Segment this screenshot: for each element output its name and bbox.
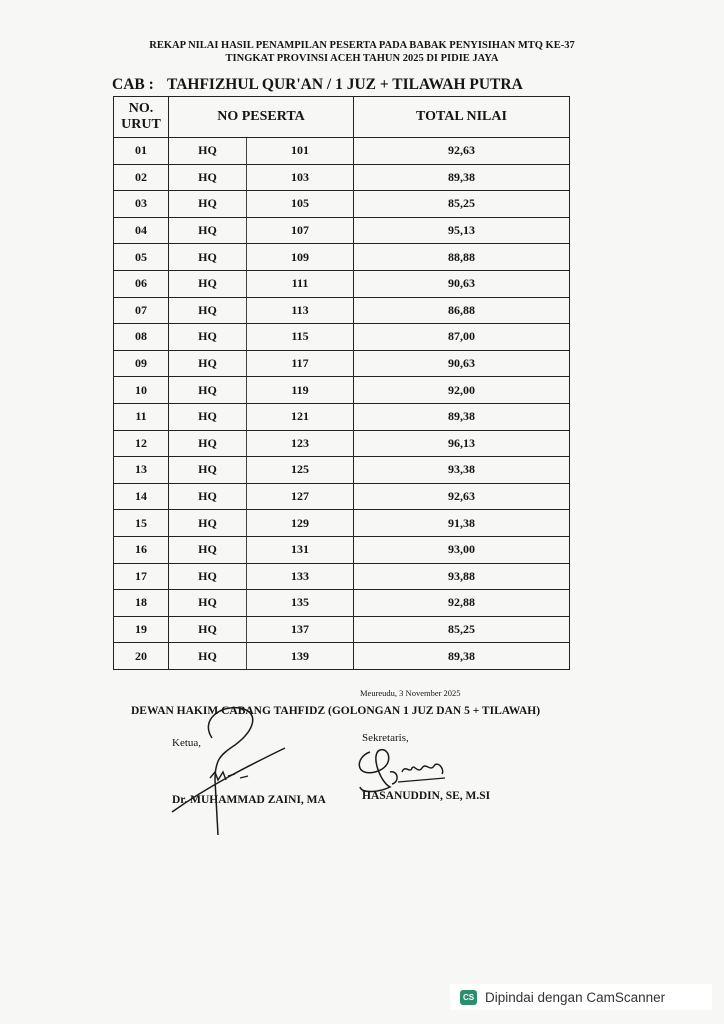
participant-number: 109: [247, 244, 354, 271]
cab-value: TAHFIZHUL QUR'AN / 1 JUZ + TILAWAH PUTRA: [167, 76, 523, 93]
participant-number: 103: [247, 164, 354, 191]
camscanner-text: Dipindai dengan CamScanner: [485, 989, 666, 1005]
participant-number: 113: [247, 297, 354, 324]
total-score: 87,00: [354, 324, 570, 351]
cab-label: CAB :: [112, 76, 154, 93]
participant-number: 137: [247, 616, 354, 643]
row-number: 10: [114, 377, 169, 404]
participant-number: 127: [247, 483, 354, 510]
participant-prefix: HQ: [169, 191, 247, 218]
total-score: 95,13: [354, 217, 570, 244]
row-number: 12: [114, 430, 169, 457]
participant-number: 133: [247, 563, 354, 590]
participant-prefix: HQ: [169, 377, 247, 404]
ketua-label: Ketua,: [172, 737, 202, 749]
participant-number: 129: [247, 510, 354, 537]
participant-prefix: HQ: [169, 590, 247, 617]
ketua-signature: [160, 700, 300, 840]
total-score: 89,38: [354, 164, 570, 191]
total-score: 91,38: [354, 510, 570, 537]
row-number: 01: [114, 138, 169, 165]
participant-prefix: HQ: [169, 403, 247, 430]
participant-number: 111: [247, 270, 354, 297]
table-row: [114, 510, 570, 537]
row-number: 18: [114, 590, 169, 617]
table-row: [114, 191, 570, 218]
table-row: [114, 377, 570, 404]
participant-prefix: HQ: [169, 483, 247, 510]
total-score: 93,88: [354, 563, 570, 590]
participant-prefix: HQ: [169, 563, 247, 590]
row-number: 17: [114, 563, 169, 590]
row-number: 04: [114, 217, 169, 244]
table-row: [114, 563, 570, 590]
camscanner-watermark: [450, 984, 712, 1010]
participant-prefix: HQ: [169, 457, 247, 484]
header-no-urut-line1: NO.: [128, 101, 154, 116]
header-no-peserta: NO PESERTA: [169, 97, 354, 138]
participant-prefix: HQ: [169, 430, 247, 457]
total-score: 90,63: [354, 350, 570, 377]
row-number: 15: [114, 510, 169, 537]
table-header-row: [114, 97, 570, 138]
ketua-name: Dr. MUHAMMAD ZAINI, MA: [172, 794, 326, 806]
header-total-nilai: TOTAL NILAI: [354, 97, 570, 138]
score-table: [113, 96, 570, 670]
participant-prefix: HQ: [169, 164, 247, 191]
participant-number: 101: [247, 138, 354, 165]
total-score: 93,38: [354, 457, 570, 484]
table-row: [114, 324, 570, 351]
cabang-heading: [112, 76, 523, 94]
table-row: [114, 270, 570, 297]
sekretaris-label: Sekretaris,: [362, 732, 409, 744]
participant-prefix: HQ: [169, 536, 247, 563]
participant-prefix: HQ: [169, 217, 247, 244]
total-score: 92,63: [354, 483, 570, 510]
table-row: [114, 430, 570, 457]
participant-prefix: HQ: [169, 270, 247, 297]
row-number: 14: [114, 483, 169, 510]
participant-prefix: HQ: [169, 616, 247, 643]
total-score: 93,00: [354, 536, 570, 563]
participant-number: 135: [247, 590, 354, 617]
total-score: 96,13: [354, 430, 570, 457]
participant-number: 131: [247, 536, 354, 563]
document-date: Meureudu, 3 November 2025: [360, 688, 461, 698]
participant-number: 121: [247, 403, 354, 430]
participant-number: 125: [247, 457, 354, 484]
participant-prefix: HQ: [169, 510, 247, 537]
participant-prefix: HQ: [169, 350, 247, 377]
participant-prefix: HQ: [169, 138, 247, 165]
row-number: 20: [114, 643, 169, 670]
council-title: DEWAN HAKIM CABANG TAHFIDZ (GOLONGAN 1 JUZ DAN 5 + TILAWAH): [131, 705, 541, 717]
table-row: [114, 457, 570, 484]
total-score: 85,25: [354, 616, 570, 643]
table-row: [114, 350, 570, 377]
table-row: [114, 297, 570, 324]
participant-number: 117: [247, 350, 354, 377]
table-row: [114, 483, 570, 510]
participant-number: 107: [247, 217, 354, 244]
sekretaris-name: HASANUDDIN, SE, M.SI: [362, 790, 491, 802]
row-number: 19: [114, 616, 169, 643]
table-row: [114, 244, 570, 271]
total-score: 92,63: [354, 138, 570, 165]
header-no-urut-line2: URUT: [121, 117, 161, 132]
table-row: [114, 643, 570, 670]
row-number: 05: [114, 244, 169, 271]
row-number: 09: [114, 350, 169, 377]
participant-prefix: HQ: [169, 244, 247, 271]
total-score: 85,25: [354, 191, 570, 218]
participant-number: 115: [247, 324, 354, 351]
table-row: [114, 616, 570, 643]
sekretaris-signature: [350, 742, 460, 802]
row-number: 06: [114, 270, 169, 297]
header-no-urut: [114, 97, 169, 138]
participant-number: 139: [247, 643, 354, 670]
total-score: 88,88: [354, 244, 570, 271]
participant-number: 119: [247, 377, 354, 404]
participant-number: 123: [247, 430, 354, 457]
participant-prefix: HQ: [169, 297, 247, 324]
camscanner-icon: CS: [460, 990, 477, 1005]
table-row: [114, 217, 570, 244]
row-number: 13: [114, 457, 169, 484]
participant-prefix: HQ: [169, 643, 247, 670]
row-number: 07: [114, 297, 169, 324]
participant-number: 105: [247, 191, 354, 218]
table-row: [114, 138, 570, 165]
total-score: 89,38: [354, 643, 570, 670]
document-title-line1: REKAP NILAI HASIL PENAMPILAN PESERTA PADA BABAK PENYISIHAN MTQ KE-37: [149, 40, 575, 51]
row-number: 02: [114, 164, 169, 191]
row-number: 08: [114, 324, 169, 351]
table-row: [114, 536, 570, 563]
total-score: 92,88: [354, 590, 570, 617]
table-row: [114, 403, 570, 430]
total-score: 89,38: [354, 403, 570, 430]
total-score: 92,00: [354, 377, 570, 404]
document-title-line2: TINGKAT PROVINSI ACEH TAHUN 2025 DI PIDIE JAYA: [225, 53, 499, 64]
table-row: [114, 164, 570, 191]
row-number: 03: [114, 191, 169, 218]
total-score: 90,63: [354, 270, 570, 297]
row-number: 11: [114, 403, 169, 430]
row-number: 16: [114, 536, 169, 563]
participant-prefix: HQ: [169, 324, 247, 351]
table-row: [114, 590, 570, 617]
total-score: 86,88: [354, 297, 570, 324]
